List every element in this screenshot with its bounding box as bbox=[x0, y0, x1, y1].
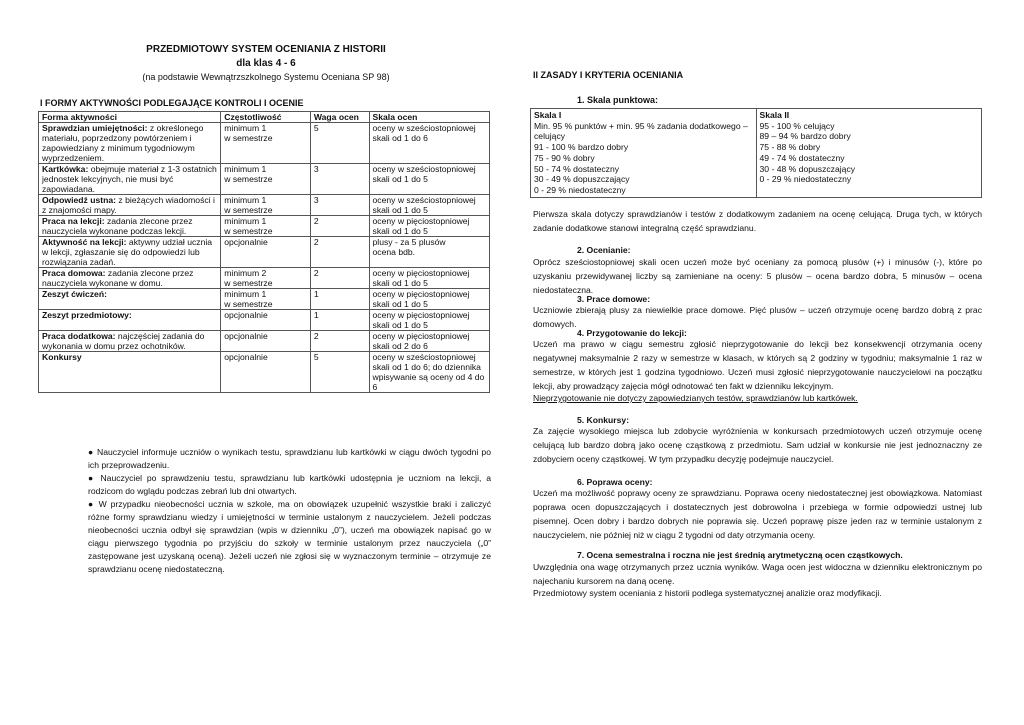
header-cell: Forma aktywności bbox=[39, 112, 221, 123]
activity-cell bbox=[39, 216, 221, 237]
weight-cell: 1 bbox=[310, 310, 369, 331]
activity-cell bbox=[39, 331, 221, 352]
scale-1-cell bbox=[531, 109, 757, 198]
heading-contests: 5. Konkursy: bbox=[577, 415, 630, 425]
weight-cell: 2 bbox=[310, 268, 369, 289]
frequency-cell: minimum 2 w semestrze bbox=[221, 268, 311, 289]
activity-cell bbox=[39, 123, 221, 164]
frequency-cell: opcjonalnie bbox=[221, 237, 311, 268]
scale-cell: oceny w pięciostopniowej skali od 1 do 5 bbox=[369, 310, 489, 331]
weight-cell: 2 bbox=[310, 237, 369, 268]
activity-name: Praca dodatkowa: bbox=[42, 331, 116, 341]
frequency-cell: minimum 1 w semestrze bbox=[221, 216, 311, 237]
section2-title: II ZASADY I KRYTERIA OCENIANIA bbox=[533, 70, 684, 80]
heading-improvement: 6. Poprawa oceny: bbox=[577, 477, 653, 487]
table-row bbox=[39, 331, 490, 352]
weight-cell: 5 bbox=[310, 352, 369, 393]
activity-cell bbox=[39, 164, 221, 195]
scale-cell: plusy - za 5 plusów ocena bdb. bbox=[369, 237, 489, 268]
list-item: 30 - 49 % dopuszczający bbox=[534, 174, 630, 185]
scale-cell: oceny w pięciostopniowej skali od 1 do 5 bbox=[369, 289, 489, 310]
header-cell: Waga ocen bbox=[310, 112, 369, 123]
activity-name: Aktywność na lekcji: bbox=[42, 237, 127, 247]
frequency-cell: minimum 1 w semestrze bbox=[221, 195, 311, 216]
activity-name: Zeszyt ćwiczeń: bbox=[42, 289, 107, 299]
scale-cell: oceny w sześciostopniowej skali od 1 do 5 bbox=[369, 195, 489, 216]
activity-name: Sprawdzian umiejętności: bbox=[42, 123, 148, 133]
contests-text: Za zajęcie wysokiego miejsca lub zdobycie wyróżnienia w konkursach przedmiotowych uczeń otrzymuje ocenę celującą lub bardzo dobrą jako ocenę cząstkową z przedmiotu. Sam udział w konkursie nie jest jednoznaczny ze zdobyciem oceny cząstkowej. W tym przypadku decyzję podejmuje nauczyciel. bbox=[533, 426, 982, 464]
activity-name: Kartkówka: bbox=[42, 164, 89, 174]
list-item: 75 - 88 % dobry bbox=[759, 142, 821, 153]
activity-cell bbox=[39, 352, 221, 393]
weight-cell: 3 bbox=[310, 164, 369, 195]
weight-cell: 3 bbox=[310, 195, 369, 216]
activity-name: Konkursy bbox=[42, 352, 82, 362]
document-subtitle: dla klas 4 - 6 bbox=[236, 58, 296, 69]
list-item: ● Nauczyciel informuje uczniów o wynikach testu, sprawdzianu lub kartkówki w ciągu dwóch tygodni po ich przeprowadzeniu. bbox=[88, 447, 491, 470]
table-row bbox=[39, 123, 490, 164]
scale-2-cell bbox=[756, 109, 982, 198]
activity-cell bbox=[39, 237, 221, 268]
heading-grading: 2. Ocenianie: bbox=[577, 245, 631, 255]
activity-name: Praca domowa: bbox=[42, 268, 106, 278]
scale-cell: oceny w pięciostopniowej skali od 2 do 6 bbox=[369, 331, 489, 352]
weight-cell: 2 bbox=[310, 216, 369, 237]
activity-description: najczęściej zadania do wykonania w domu przez ochotników. bbox=[42, 331, 205, 351]
activity-name: Zeszyt przedmiotowy: bbox=[42, 310, 132, 320]
grading-text: Oprócz sześciostopniowej skali ocen uczeń może być oceniany za pomocą plusów (+) i minusów (-), które po uzyskaniu przewidywanej liczby są zamieniane na oceny: 5 plusów – ocena bardzo dobra, 5 minusów – ocena niedostateczna. bbox=[533, 257, 982, 295]
heading-final-grade: 7. Ocena semestralna i roczna nie jest średnią arytmetyczną ocen cząstkowych. bbox=[577, 550, 903, 560]
frequency-cell: minimum 1 w semestrze bbox=[221, 123, 311, 164]
homework-text: Uczniowie zbierają plusy za niewielkie prace domowe. Pięć plusów – uczeń otrzymuje ocenę bardzo dobrą z prac domowych. bbox=[533, 305, 982, 329]
activity-description: zadania zlecone przez nauczyciela wykonane w domu. bbox=[42, 268, 194, 288]
list-item: ● Nauczyciel po sprawdzeniu testu, sprawdzianu lub kartkówki udostępnia je uczniom na lekcji, a rodzicom do wglądu podczas zebrań lub dni otwartych. bbox=[88, 473, 491, 496]
weight-cell: 2 bbox=[310, 331, 369, 352]
activity-description: aktywny udział ucznia w lekcji, zgłaszanie się do odpowiedzi lub rozwiązania zadań. bbox=[42, 237, 213, 267]
table-header-row bbox=[39, 112, 490, 123]
document-basis: (na podstawie Wewnątrzszkolnego Systemu Oceniana SP 98) bbox=[142, 72, 390, 82]
list-item: 95 - 100 % celujący bbox=[759, 120, 835, 131]
rules-bullet-list bbox=[88, 446, 491, 576]
table-row bbox=[39, 289, 490, 310]
table-row bbox=[39, 164, 490, 195]
list-item: 49 - 74 % dostateczny bbox=[759, 152, 845, 163]
heading-preparation: 4. Przygotowanie do lekcji: bbox=[577, 328, 687, 338]
list-item: 91 - 100 % bardzo dobry bbox=[534, 142, 629, 153]
improvement-text: Uczeń ma możliwość poprawy oceny ze sprawdzianu. Poprawa oceny niedostatecznej jest obowiązkowa. Natomiast poprawa ocen dopuszczających i dostatecznych jest dobrowolna i przebiega w formie odpowiedzi ustnej lub pisemnej. Ocen dobry i bardzo dobrych nie poprawia się. Uczeń poprawę pisze jeden raz w terminie ustalonym z nauczycielem, nie później niż w ciągu 2 tygodni od daty otrzymania oceny. bbox=[533, 488, 982, 540]
list-item: Min. 95 % punktów + min. 95 % zadania dodatkowego – celujący bbox=[534, 120, 748, 142]
table-row bbox=[39, 352, 490, 393]
preparation-text: Uczeń ma prawo w ciągu semestru zgłosić nieprzygotowanie do lekcji bez konsekwencji otrzymania oceny negatywnej maksymalnie 2 razy w semestrze w klasach, w których są 2 godziny w tygodniu; maksymalnie 1 raz w semestrze, w których jest 1 godzina tygodniowo. Uczeń musi zgłosić nieprzygotowanie nauczycielowi na początku lekcji, aby prowadzący zajęcia mógł odnotować ten fakt w dzienniku lekcyjnym. bbox=[533, 339, 982, 391]
list-item: 50 - 74 % dostateczny bbox=[534, 163, 620, 174]
frequency-cell: opcjonalnie bbox=[221, 331, 311, 352]
scale-cell: oceny w pięciostopniowej skali od 1 do 5 bbox=[369, 268, 489, 289]
weight-cell: 1 bbox=[310, 289, 369, 310]
activity-cell bbox=[39, 310, 221, 331]
activity-cell bbox=[39, 195, 221, 216]
activity-description: obejmuje materiał z 1-3 ostatnich jednostek lekcyjnych, nie musi być zapowiadana. bbox=[42, 164, 217, 194]
closing-note: Przedmiotowy system oceniania z historii podlega systematycznej analizie oraz modyfikacji. bbox=[533, 588, 882, 598]
activity-description: z określonego materiału, poprzedzony powtórzeniem i zapowiedziany z minimum tygodniowym wyprzedzeniem. bbox=[42, 123, 204, 163]
frequency-cell: opcjonalnie bbox=[221, 310, 311, 331]
frequency-cell: opcjonalnie bbox=[221, 352, 311, 393]
list-item: 30 - 48 % dopuszczający bbox=[759, 163, 856, 174]
scale-cell: oceny w sześciostopniowej skali od 1 do 6 bbox=[369, 123, 489, 164]
scale-heading: 1. Skala punktowa: bbox=[577, 95, 659, 105]
activity-description: zadania zlecone przez nauczyciela wykonane podczas lekcji. bbox=[42, 216, 193, 236]
scale-cell: oceny w sześciostopniowej skali od 1 do 6; do dziennika wpisywanie są oceny od 4 do 6 bbox=[369, 352, 489, 393]
preparation-note: Nieprzygotowanie nie dotyczy zapowiedzianych testów, sprawdzianów lub kartkówek. bbox=[533, 393, 858, 403]
document-title: PRZEDMIOTOWY SYSTEM OCENIANIA Z HISTORII bbox=[146, 44, 386, 55]
scale-1-title: Skala I bbox=[534, 110, 562, 120]
activity-cell bbox=[39, 268, 221, 289]
scale-2-title: Skala II bbox=[759, 110, 790, 120]
table-row bbox=[39, 216, 490, 237]
list-item: 89 – 94 % bardzo dobry bbox=[759, 131, 851, 142]
activity-cell bbox=[39, 289, 221, 310]
table-row bbox=[39, 310, 490, 331]
table-row bbox=[39, 195, 490, 216]
header-cell: Częstotliwość bbox=[221, 112, 311, 123]
activity-name: Odpowiedź ustna: bbox=[42, 195, 116, 205]
scale-cell: oceny w pięciostopniowej skali od 1 do 5 bbox=[369, 216, 489, 237]
list-item: 0 - 29 % niedostateczny bbox=[759, 174, 852, 185]
activity-description: z bieżących wiadomości i z znajomości mapy. bbox=[42, 195, 215, 215]
scale-note: Pierwsza skala dotyczy sprawdzianów i testów z dodatkowym zadaniem na ocenę celującą. Druga tych, w których zadanie dodatkowe stanowi integralną część sprawdzianu. bbox=[533, 209, 982, 233]
frequency-cell: minimum 1 w semestrze bbox=[221, 289, 311, 310]
activity-forms-table bbox=[38, 111, 490, 393]
heading-homework: 3. Prace domowe: bbox=[577, 294, 651, 304]
point-scale-table bbox=[530, 108, 982, 198]
list-item: ● W przypadku nieobecności ucznia w szkole, ma on obowiązek uzupełnić wszystkie braki i zaliczyć różne formy sprawdzianu wiedzy i umiejętności w terminie ustalonym z nauczycielem. Jeżeli podczas nieobecności ucznia odbył się sprawdzian (wpis w dzienniku „0”), uczeń ma obowiązek napisać go w ciągu pierwszego tygodnia po przyjściu do szkoły w terminie ustalonym przez nauczyciela („0” zastępowane jest uzyskaną oceną). Jeżeli uczeń nie zgłosi się w wyznaczonym terminie – otrzymuje ze sprawdzianu ocenę niedostateczną. bbox=[88, 499, 491, 574]
list-item: 0 - 29 % niedostateczny bbox=[534, 184, 626, 195]
header-cell: Skala ocen bbox=[369, 112, 489, 123]
activity-name: Praca na lekcji: bbox=[42, 216, 105, 226]
final-grade-text: Uwzględnia ona wagę otrzymanych przez ucznia wyników. Waga ocen jest widoczna w dzienniku elektronicznym po najechaniu kursorem na daną ocenę. bbox=[533, 562, 982, 586]
frequency-cell: minimum 1 w semestrze bbox=[221, 164, 311, 195]
list-item: 75 - 90 % dobry bbox=[534, 152, 595, 163]
section1-title: I FORMY AKTYWNOŚCI PODLEGAJĄCE KONTROLI I OCENIE bbox=[40, 98, 304, 108]
table-row bbox=[39, 268, 490, 289]
scale-cell: oceny w sześciostopniowej skali od 1 do 5 bbox=[369, 164, 489, 195]
weight-cell: 5 bbox=[310, 123, 369, 164]
table-row bbox=[39, 237, 490, 268]
